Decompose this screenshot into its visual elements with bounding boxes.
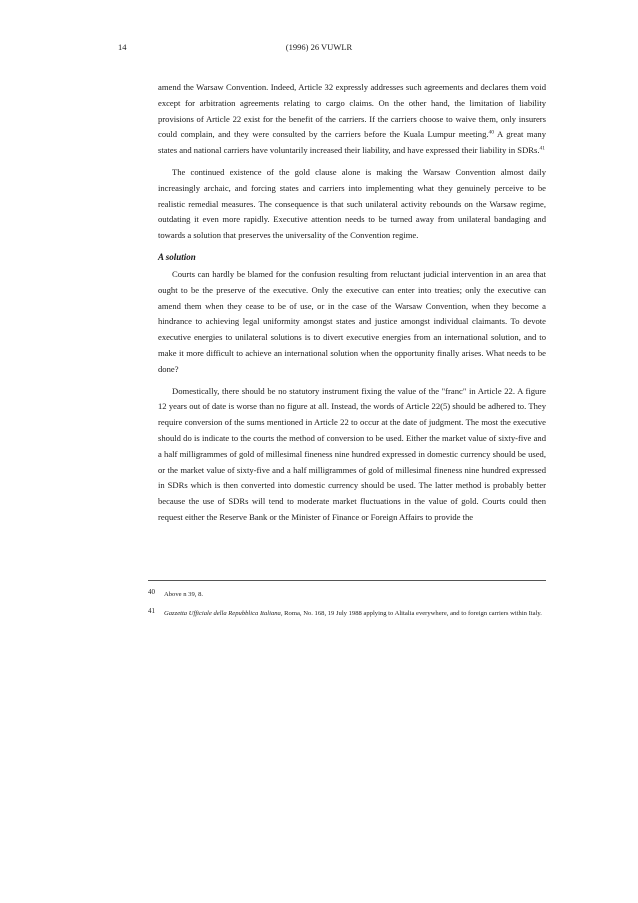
footnote-ref-40: 40 xyxy=(488,129,495,136)
paragraph-1-text-a: amend the Warsaw Convention. Indeed, Article 32 expressly addresses such agreements and declares them void except for arbitration agreements relating to cargo claims. On the other hand, the limitation of liability provisions of Article 22 exist for the benefit of the carriers. If the carriers choose to waive them, only insurers could complain, and they were consulted by the carriers before the Kuala Lumpur meeting. xyxy=(158,82,546,140)
paragraph-3: Courts can hardly be blamed for the confusion resulting from reluctant judicial intervention in an area that ought to be the preserve of the executive. Only the executive can enter into treaties; only the executive can amend them when they cease to be of use, or in the case of the Warsaw Convention, when they become a hindrance to achieving legal uniformity amongst states and justice amongst individual claimants. To devote executive energies to unilateral solutions is to divert executive energies from an international solution, and to make it more difficult to achieve an international solution when the opportunity finally arises. What needs to be done? xyxy=(158,268,546,374)
page-number: 14 xyxy=(118,42,127,52)
paragraph-4: Domestically, there should be no statutory instrument fixing the value of the "franc" in Article 22. A figure 12 years out of date is worse than no figure at all. Instead, the words of Article 22(5) should be adhered to. They require conversion of the sums mentioned in Article 22 to occur at the date of judgment. The most the executive should do is indicate to the courts the method of conversion to be used. Either the market value of sixty-five and a half milligrammes of gold of millesimal fineness nine hundred expressed in domestic currency should be used, or the market value of sixty-five and a half milligrammes of gold of millesimal fineness nine hundred expressed in SDRs which is then converted into domestic currency should be used. The latter method is probably better because the use of SDRs will tend to moderate market fluctuations in the value of gold. Courts could then request either the Reserve Bank or the Minister of Finance or Foreign Affairs to provide the xyxy=(158,385,546,522)
footnotes xyxy=(148,589,546,627)
footnote-number: 40 xyxy=(148,588,155,596)
footnote-source-detail: Roma, No. 168, 19 July 1988 applying to Alitalia everywhere, and to foreign carriers within Italy. xyxy=(282,610,542,617)
footnote-text xyxy=(164,610,542,617)
footnote-number: 41 xyxy=(148,607,155,615)
section-heading: A solution xyxy=(158,251,196,262)
running-head: (1996) 26 VUWLR xyxy=(285,42,353,52)
footnote-40 xyxy=(148,589,546,600)
footnote-41 xyxy=(148,608,546,619)
footnote-divider xyxy=(148,580,546,581)
page-header xyxy=(0,42,638,56)
footnote-ref-41: 41 xyxy=(539,145,546,152)
paragraph-1 xyxy=(158,80,546,159)
paragraph-2: The continued existence of the gold clause alone is making the Warsaw Convention almost daily increasingly archaic, and forcing states and carriers into implementing what they genuinely perceive to be realistic remedial measures. The consequence is that such unilateral activity rebounds on the Warsaw regime, outdating it even more rapidly. Executive attention needs to be turned away from unilateral bandaging and towards a solution that preserves the universality of the Convention regime. xyxy=(158,166,546,241)
footnote-text: Above n 39, 8. xyxy=(164,591,204,598)
paragraph-1-text-b: A great many states and national carriers have voluntarily increased their liability, and have expressed their liability in SDRs. xyxy=(158,129,546,156)
footnote-source-title: Gazzetta Ufficiale della Repubblica Italiana, xyxy=(164,610,283,617)
body-text xyxy=(158,80,546,532)
